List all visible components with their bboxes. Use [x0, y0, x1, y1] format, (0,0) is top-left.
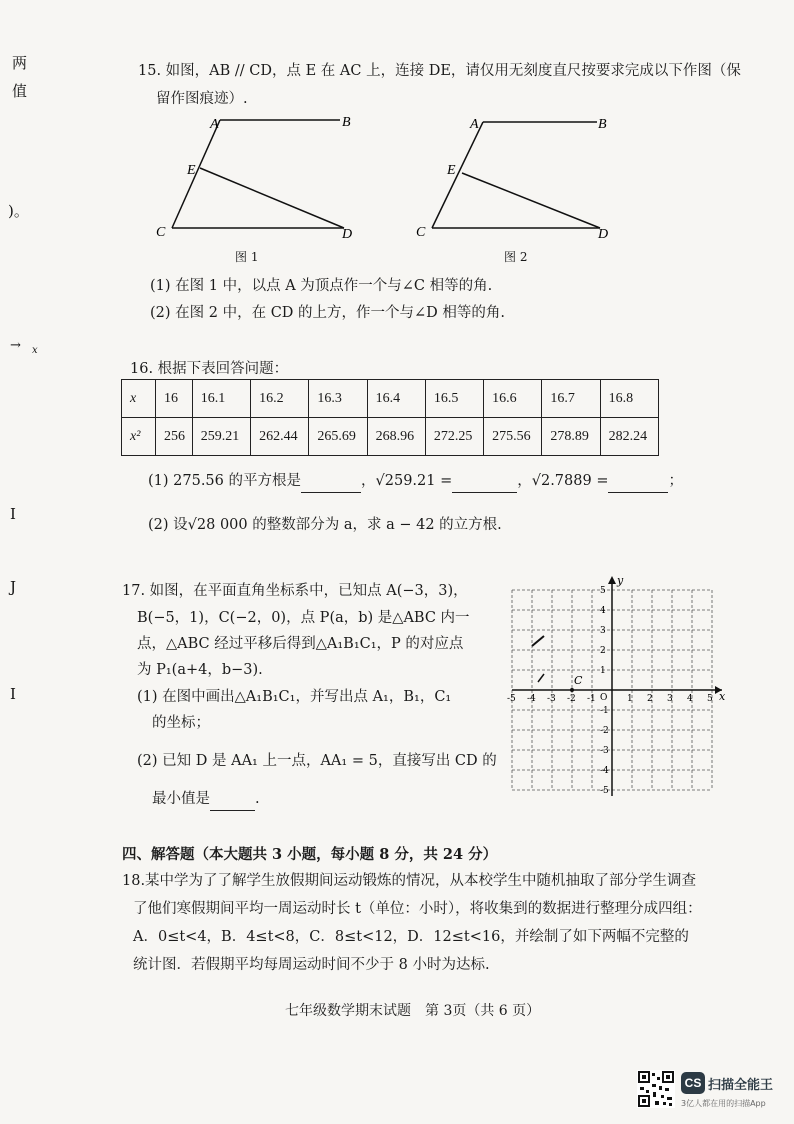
table-cell: 16.6 [484, 380, 542, 418]
q17-line3: 点，△ABC 经过平移后得到△A₁B₁C₁，P 的对应点 [137, 636, 464, 652]
table-cell: 268.96 [367, 418, 425, 456]
y-tick-label: -2 [600, 726, 609, 736]
qr-code-icon [637, 1070, 675, 1108]
y-tick-label: 1 [600, 666, 606, 676]
table-row-x-squared [122, 418, 659, 456]
label-b: B [598, 117, 607, 132]
y-axis-label: y [617, 574, 624, 587]
y-tick-label: 4 [600, 606, 606, 616]
q17-part2-end: . [255, 791, 260, 807]
scanner-name: 扫描全能王 [708, 1078, 774, 1093]
segment-de [200, 168, 344, 228]
margin-char: I [10, 505, 16, 523]
table-header-x: x [122, 380, 156, 418]
margin-char: 值 [12, 82, 28, 100]
table-cell: 282.24 [600, 418, 658, 456]
margin-arrow: → [10, 338, 21, 353]
x-tick-label: 4 [687, 694, 693, 704]
q18-line3: A．0≤t<4，B．4≤t<8，C．8≤t<12，D．12≤t<16，并绘制了如下两幅不完整的 [133, 929, 689, 945]
answer-blank[interactable] [301, 470, 361, 493]
label-a: A [210, 117, 219, 132]
label-e: E [187, 163, 196, 178]
table-cell: 16.3 [309, 380, 367, 418]
table-cell: 259.21 [192, 418, 250, 456]
table-cell: 256 [156, 418, 193, 456]
x-axis-label: x [719, 690, 726, 703]
q17-part2-b-text: 最小值是 [152, 791, 210, 807]
q18-line4: 统计图．若假期平均每周运动时间不少于 8 小时为达标. [133, 957, 490, 973]
table-cell: 272.25 [425, 418, 483, 456]
pencil-mark [532, 636, 544, 646]
q17-part2-a: (2) 已知 D 是 AA₁ 上一点，AA₁ = 5，直接写出 CD 的 [137, 753, 497, 769]
q17-line4: 为 P₁(a+4，b−3). [137, 662, 263, 678]
q15-line1: 15. 如图，AB // CD，点 E 在 AC 上，连接 DE，请仅用无刻度直尺按要求完成以下作图（保 [138, 63, 741, 79]
scanner-tagline: 3亿人都在用的扫描App [681, 1099, 766, 1108]
camscanner-logo-icon: CS [681, 1072, 705, 1094]
y-tick-label: -4 [600, 766, 609, 776]
q16-part1-c: ，√2.7889 = [517, 473, 609, 489]
q17-line1: 17. 如图，在平面直角坐标系中，已知点 A(−3，3)， [122, 583, 468, 599]
q16-part1-end: ； [668, 473, 683, 489]
q17-part2-b [152, 788, 260, 811]
x-tick-label: 1 [627, 694, 633, 704]
label-d: D [342, 227, 353, 242]
q16-part1-a: (1) 275.56 的平方根是 [148, 473, 301, 489]
page-footer: 七年级数学期末试题 第 3页（共 6 页） [285, 1003, 541, 1019]
label-c: C [416, 225, 426, 240]
x-tick-label: 3 [667, 694, 673, 704]
y-tick-label: -3 [600, 746, 609, 756]
q16-part2: (2) 设√28 000 的整数部分为 a，求 a − 42 的立方根. [148, 517, 502, 533]
segment-de [462, 173, 600, 228]
q15-line2: 留作图痕迹）. [156, 91, 248, 107]
x-tick-label: -1 [587, 694, 596, 704]
answer-blank[interactable] [452, 470, 517, 493]
margin-char: I [10, 685, 16, 703]
label-d: D [598, 227, 609, 242]
table-cell: 16.8 [600, 380, 658, 418]
x-tick-label: -2 [567, 694, 576, 704]
answer-blank[interactable] [608, 470, 668, 493]
q17-line2: B(−5，1)，C(−2，0)，点 P(a，b) 是△ABC 内一 [137, 610, 470, 626]
table-cell: 278.89 [542, 418, 600, 456]
segment-ac [432, 122, 483, 228]
pencil-mark [538, 674, 544, 682]
q16-intro: 16. 根据下表回答问题： [130, 361, 289, 377]
table-row-x [122, 380, 659, 418]
q15-figure-2 [410, 110, 630, 245]
y-axis-arrow [608, 576, 616, 584]
point-c-label: C [574, 674, 583, 687]
x-tick-label: 2 [647, 694, 653, 704]
x-tick-label: -5 [507, 694, 516, 704]
q16-part1 [148, 470, 683, 493]
answer-blank[interactable] [210, 788, 255, 811]
x-tick-label: -4 [527, 694, 536, 704]
y-tick-label: -1 [600, 706, 609, 716]
table-header-x2: x² [122, 418, 156, 456]
q17-part1-b: 的坐标； [152, 715, 210, 731]
section4-heading: 四、解答题（本大题共 3 小题，每小题 8 分，共 24 分） [122, 846, 498, 863]
label-c: C [156, 225, 166, 240]
y-tick-labels [600, 586, 609, 796]
q16-part1-b: ，√259.21 = [361, 473, 453, 489]
table-cell: 16.5 [425, 380, 483, 418]
table-cell: 16.1 [192, 380, 250, 418]
q15-part1: (1) 在图 1 中，以点 A 为顶点作一个与∠C 相等的角. [150, 278, 493, 294]
q17-part1-a: (1) 在图中画出△A₁B₁C₁，并写出点 A₁，B₁，C₁ [137, 689, 452, 705]
origin-label: O [600, 693, 608, 703]
y-tick-label: 2 [600, 646, 606, 656]
label-b: B [342, 115, 351, 130]
q18-line1: 18.某中学为了了解学生放假期间运动锻炼的情况，从本校学生中随机抽取了部分学生调查 [122, 873, 697, 889]
table-cell: 16.4 [367, 380, 425, 418]
square-table [121, 379, 659, 456]
table-cell: 275.56 [484, 418, 542, 456]
table-cell: 16.7 [542, 380, 600, 418]
q15-figure-1 [150, 110, 370, 245]
x-tick-label: 5 [707, 694, 713, 704]
table-cell: 265.69 [309, 418, 367, 456]
table-cell: 16 [156, 380, 193, 418]
y-tick-label: -5 [600, 786, 609, 796]
label-a: A [470, 117, 479, 132]
margin-char: J [10, 578, 17, 596]
margin-char: 两 [12, 54, 28, 72]
point-c [570, 688, 574, 692]
coordinate-grid [506, 574, 728, 800]
q18-line2: 了他们寒假期间平均一周运动时长 t（单位：小时），将收集到的数据进行整理分成四组： [133, 901, 702, 917]
margin-char: x [32, 345, 38, 356]
y-tick-label: 3 [600, 626, 606, 636]
x-tick-label: -3 [547, 694, 556, 704]
fig2-caption: 图 2 [504, 250, 528, 264]
x-tick-labels [507, 694, 713, 704]
table-cell: 262.44 [251, 418, 309, 456]
label-e: E [447, 163, 456, 178]
q15-part2: (2) 在图 2 中，在 CD 的上方，作一个与∠D 相等的角. [150, 305, 506, 321]
fig1-caption: 图 1 [235, 250, 259, 264]
y-tick-label: 5 [600, 586, 606, 596]
margin-char: )。 [8, 202, 29, 220]
table-cell: 16.2 [251, 380, 309, 418]
